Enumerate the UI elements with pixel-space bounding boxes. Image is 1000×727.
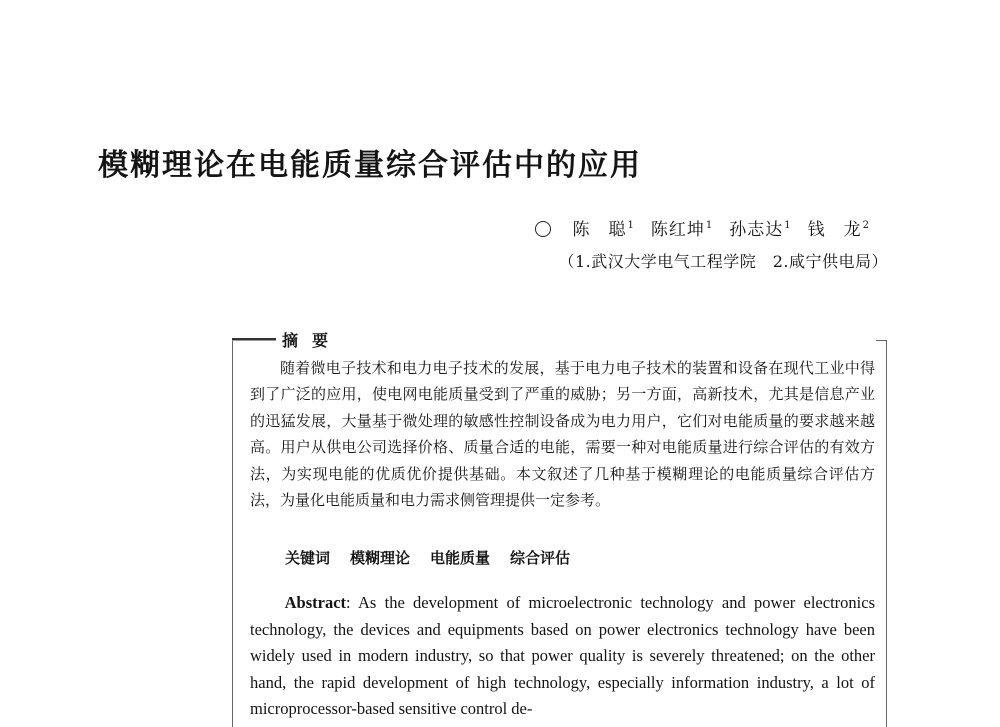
heading-rule (232, 338, 276, 341)
abstract-box-right-rule (886, 340, 887, 727)
abstract-en (250, 590, 875, 723)
abstract-box-left-rule (232, 340, 233, 727)
keyword: 综合评估 (510, 549, 571, 567)
keyword: 模糊理论 (350, 549, 411, 567)
author-2 (651, 215, 713, 240)
abstract-en-body: As the development of microelectronic technology and power electronics technology, the devices and equipments based on power electronics technology have been widely used in modern industry, so that power quality is severely threatened; on the other hand, the rapid development of high technology, especially information industry, a lot of microprocessor-based sensitive control de- (250, 593, 875, 719)
author-affil-mark: 1 (705, 220, 714, 232)
affiliations: （1.武汉大学电气工程学院 2.咸宁供电局） (558, 252, 888, 271)
abstract-box-corner (876, 340, 887, 341)
author-name: 钱 龙 (807, 220, 862, 240)
author-name: 陈 聪 (572, 220, 627, 240)
author-affil-mark: 1 (784, 220, 792, 232)
abstract-heading (232, 328, 342, 351)
author-line (535, 215, 871, 240)
keywords-line (285, 547, 590, 568)
author-4 (808, 215, 870, 240)
author-name: 陈红坤 (650, 220, 705, 240)
keywords-label: 关键词 (285, 549, 331, 567)
abstract-en-separator: : (346, 593, 358, 612)
abstract-en-label: Abstract (284, 593, 347, 612)
author-3 (729, 215, 791, 240)
author-affil-mark: 1 (627, 220, 635, 232)
author-affil-mark: 2 (862, 220, 870, 232)
abstract-label: 摘要 (282, 331, 343, 350)
keyword: 电能质量 (430, 549, 491, 567)
author-name: 孙志达 (729, 220, 784, 240)
paper-title: 模糊理论在电能质量综合评估中的应用 (98, 148, 642, 183)
circle-icon (535, 221, 551, 237)
abstract-cn-body: 随着微电子技术和电力电子技术的发展，基于电力电子技术的装置和设备在现代工业中得到了广泛的应用，使电网电能质量受到了严重的威胁；另一方面，高新技术，尤其是信息产业的迅猛发展，大量基于微处理的敏感性控制设备成为电力用户，它们对电能质量的要求越来越高。用户从供电公司选择价格、质量合适的电能，需要一种对电能质量进行综合评估的有效方法，为实现电能的优质优价提供基础。本文叙述了几种基于模糊理论的电能质量综合评估方法，为量化电能质量和电力需求侧管理提供一定参考。 (250, 359, 875, 510)
author-1 (573, 215, 635, 240)
